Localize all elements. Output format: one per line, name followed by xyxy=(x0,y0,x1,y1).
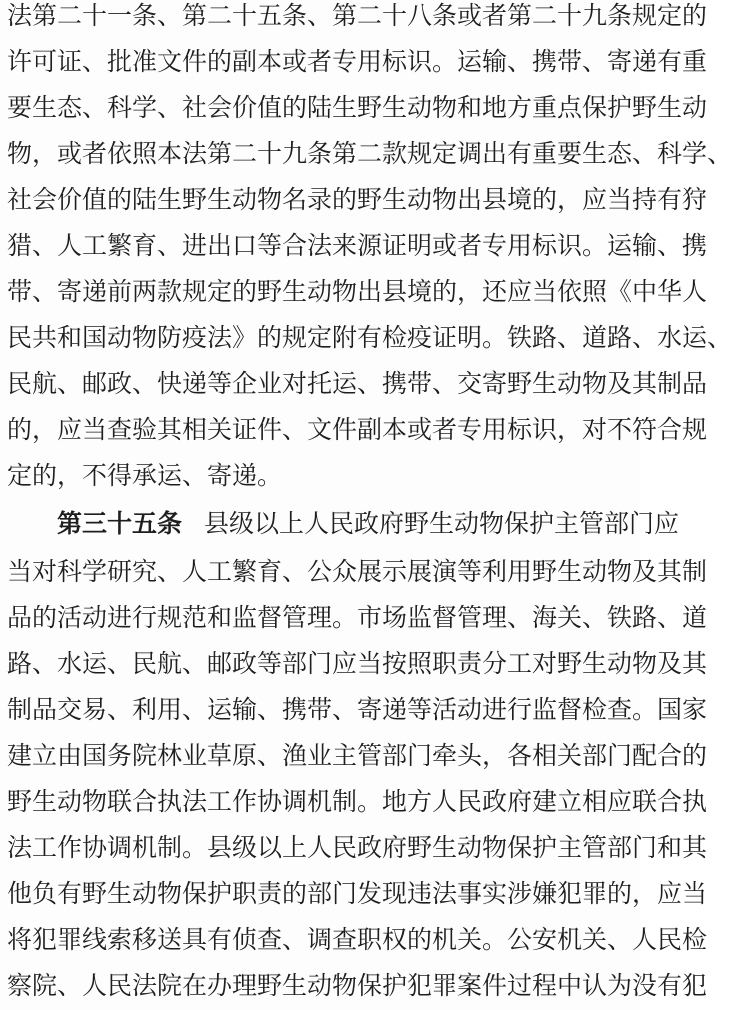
para1-line-6: 猎、人工繁育、进出口等合法来源证明或者专用标识。运输、携 xyxy=(7,231,708,260)
para1-line-8: 民共和国动物防疫法》的规定附有检疫证明。铁路、道路、水运、 xyxy=(7,323,732,352)
para2-line-7: 野生动物联合执法工作协调机制。地方人民政府建立相应联合执 xyxy=(7,787,708,816)
para1-line-5: 社会价值的陆生野生动物名录的野生动物出县境的，应当持有狩 xyxy=(7,185,708,214)
para1-line-10: 的，应当查验其相关证件、文件副本或者专用标识，对不符合规 xyxy=(7,415,708,444)
para2-line-4: 路、水运、民航、邮政等部门应当按照职责分工对野生动物及其 xyxy=(7,649,708,678)
para1-line-2: 许可证、批准文件的副本或者专用标识。运输、携带、寄递有重 xyxy=(7,47,708,76)
para2-line-5: 制品交易、利用、运输、携带、寄递等活动进行监督检查。国家 xyxy=(7,695,708,724)
para2-first-line xyxy=(57,504,680,544)
para2-line-2: 当对科学研究、人工繁育、公众展示展演等利用野生动物及其制 xyxy=(7,557,708,586)
para1-line-4: 物，或者依照本法第二十九条第二款规定调出有重要生态、科学、 xyxy=(7,139,732,168)
article-number: 第三十五条 xyxy=(57,509,183,538)
para2-line-10: 将犯罪线索移送具有侦查、调查职权的机关。公安机关、人民检 xyxy=(7,925,708,954)
para2-line-6: 建立由国务院林业草原、渔业主管部门牵头，各相关部门配合的 xyxy=(7,741,708,770)
para2-line-3: 品的活动进行规范和监督管理。市场监督管理、海关、铁路、道 xyxy=(7,603,708,632)
para1-line-1: 法第二十一条、第二十五条、第二十八条或者第二十九条规定的 xyxy=(7,1,708,30)
para2-line-9: 他负有野生动物保护职责的部门发现违法事实涉嫌犯罪的，应当 xyxy=(7,879,708,908)
para1-line-9: 民航、邮政、快递等企业对托运、携带、交寄野生动物及其制品 xyxy=(7,369,708,398)
para2-line-11: 察院、人民法院在办理野生动物保护犯罪案件过程中认为没有犯 xyxy=(7,971,708,1000)
para1-line-11: 定的，不得承运、寄递。 xyxy=(7,461,283,490)
para1-line-7: 带、寄递前两款规定的野生动物出县境的，还应当依照《中华人 xyxy=(7,277,708,306)
para1-line-3: 要生态、科学、社会价值的陆生野生动物和地方重点保护野生动 xyxy=(7,93,708,122)
para2-first-line-text: 县级以上人民政府野生动物保护主管部门应 xyxy=(204,509,680,538)
para2-line-8: 法工作协调机制。县级以上人民政府野生动物保护主管部门和其 xyxy=(7,833,708,862)
